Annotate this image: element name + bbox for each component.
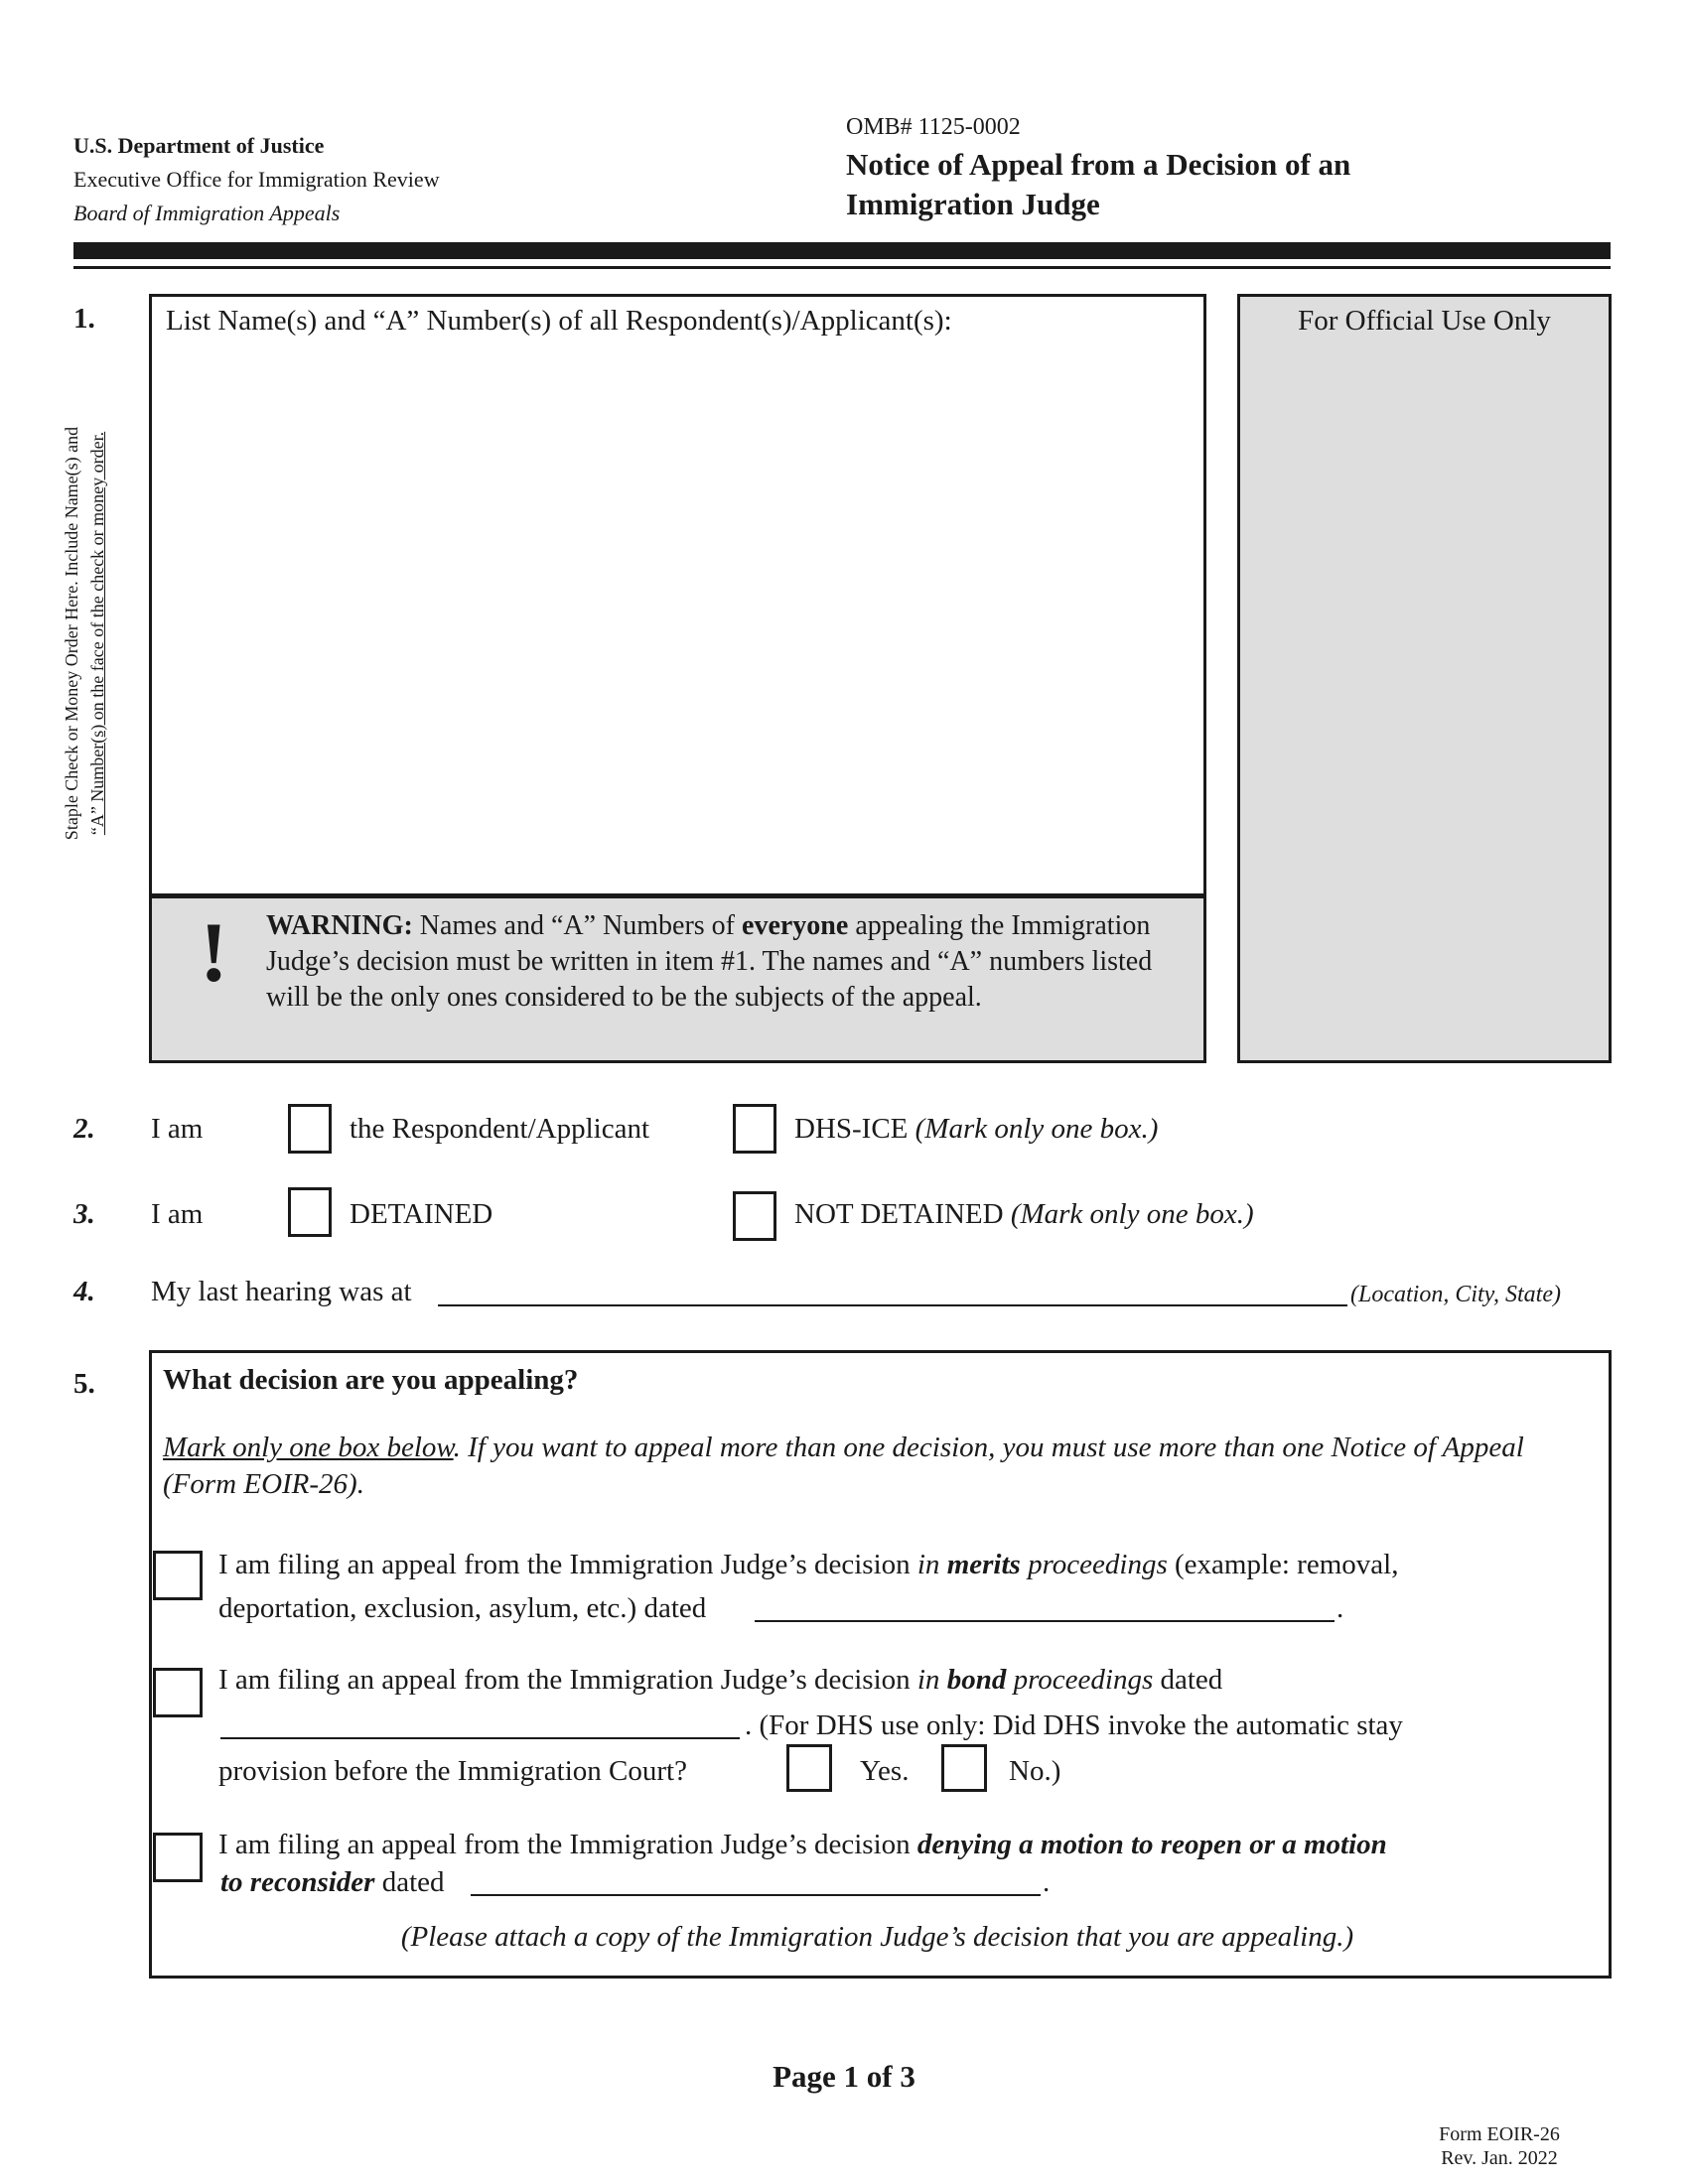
department-name: U.S. Department of Justice (73, 133, 325, 158)
last-hearing-label: My last hearing was at (151, 1276, 412, 1307)
header-rule-thick (73, 242, 1611, 259)
bond-emphasis: bond (946, 1664, 1007, 1696)
instruction-rest: . If you want to appeal more than one decision, you must use more than one Notice of Appeal (Form EOIR-26). (163, 1432, 1524, 1500)
respondents-label: List Name(s) and “A” Number(s) of all Respondent(s)/Applicant(s): (166, 305, 952, 337)
merits-checkbox[interactable] (153, 1551, 203, 1600)
last-hearing-hint: (Location, City, State) (1350, 1282, 1561, 1307)
form-id-name: Form EOIR-26 (1439, 2123, 1560, 2145)
reopen-line-2 (220, 1860, 445, 1904)
form-title: Notice of Appeal from a Decision of an Immigration Judge (846, 147, 1351, 221)
reopen-date-input[interactable] (471, 1894, 1041, 1896)
dhs-ice-option (794, 1111, 1158, 1147)
merits-text: I am filing an appeal from the Immigration Judge’s decision (218, 1549, 917, 1580)
not-detained-checkbox[interactable] (733, 1191, 776, 1241)
merits-line-1 (218, 1543, 1398, 1586)
staple-instruction (40, 365, 129, 901)
official-use-box (1237, 294, 1612, 1063)
warning-heading: WARNING: (266, 910, 413, 941)
bond-text: dated (1153, 1664, 1223, 1696)
not-detained-option (794, 1196, 1254, 1232)
instruction-underlined: Mark only one box below (163, 1432, 454, 1463)
warning-text-part: Names and “A” Numbers of (412, 910, 743, 941)
warning-emphasis: everyone (742, 910, 849, 941)
detained-label: DETAINED (350, 1198, 493, 1230)
bond-line-2: . (For DHS use only: Did DHS invoke the automatic stay (745, 1709, 1403, 1741)
page-number: Page 1 of 3 (773, 2059, 915, 2094)
warning-text (266, 908, 1190, 1016)
staple-line-1: Staple Check or Money Order Here. Include Name(s) and (62, 426, 81, 841)
item-3-lead: I am (151, 1198, 204, 1230)
omb-number: OMB# 1125-0002 (846, 114, 1021, 140)
form-revision: Rev. Jan. 2022 (1441, 2147, 1558, 2169)
dhs-ice-checkbox[interactable] (733, 1104, 776, 1154)
stay-no-label: No.) (1009, 1755, 1061, 1787)
office-name: Executive Office for Immigration Review (73, 167, 440, 192)
stay-no-checkbox[interactable] (941, 1744, 987, 1792)
respondent-option-label: the Respondent/Applicant (350, 1113, 650, 1145)
reopen-checkbox[interactable] (153, 1833, 203, 1882)
merits-text: in (916, 1549, 947, 1580)
stay-yes-checkbox[interactable] (786, 1744, 832, 1792)
form-header (846, 109, 1481, 224)
merits-emphasis: merits (946, 1549, 1021, 1580)
detained-checkbox[interactable] (288, 1187, 332, 1237)
agency-block (73, 129, 440, 230)
bond-line-1 (218, 1658, 1222, 1702)
reopen-emphasis: to reconsider (220, 1866, 375, 1898)
bond-date-input[interactable] (220, 1737, 740, 1739)
board-name: Board of Immigration Appeals (73, 201, 341, 225)
reopen-text: I am filing an appeal from the Immigration Judge’s decision (218, 1829, 917, 1860)
bond-line-3: provision before the Immigration Court? (218, 1755, 687, 1787)
not-detained-label: NOT DETAINED (794, 1198, 1004, 1230)
merits-text: (example: removal, (1167, 1549, 1399, 1580)
item-2-lead: I am (151, 1113, 204, 1145)
bond-text: I am filing an appeal from the Immigration Judge’s decision (218, 1664, 917, 1696)
warning-box (149, 895, 1206, 1063)
item-1-number: 1. (73, 303, 95, 335)
staple-line-2: “A” Number(s) on the face of the check or money order. (87, 431, 107, 836)
merits-line-2: deportation, exclusion, asylum, etc.) dated (218, 1592, 707, 1624)
warning-text-part: appealing the Immigration Judge’s decision must be written in item #1. The names and “A” numbers listed will be the only ones considered to be the subjects of the appeal. (266, 910, 1153, 1013)
item-2-number: 2. (73, 1113, 95, 1145)
item-2-note: (Mark only one box.) (914, 1113, 1159, 1145)
merits-date-input[interactable] (755, 1620, 1335, 1622)
merits-text: proceedings (1020, 1549, 1168, 1580)
reopen-text: dated (374, 1866, 445, 1898)
respondent-checkbox[interactable] (288, 1104, 332, 1154)
stay-yes-label: Yes. (860, 1755, 910, 1787)
decision-instructions (163, 1430, 1593, 1503)
form-id (1420, 2122, 1579, 2170)
last-hearing-input[interactable] (438, 1304, 1347, 1306)
reopen-period: . (1043, 1866, 1051, 1898)
reopen-emphasis: denying a motion to reopen or a motion (916, 1829, 1387, 1860)
item-3-number: 3. (73, 1198, 95, 1230)
item-5-number: 5. (73, 1368, 95, 1400)
attach-decision-note: (Please attach a copy of the Immigration Judge’s decision that you are appealing.) (400, 1921, 1354, 1953)
official-use-label: For Official Use Only (1298, 305, 1551, 337)
header-rule-thin (73, 266, 1611, 269)
exclamation-icon: ! (200, 904, 228, 1000)
merits-period: . (1336, 1592, 1344, 1624)
respondents-field[interactable] (149, 294, 1206, 896)
item-3-note: (Mark only one box.) (1010, 1198, 1254, 1230)
bond-text: proceedings (1006, 1664, 1154, 1696)
dhs-ice-label: DHS-ICE (794, 1113, 909, 1145)
item-4-number: 4. (73, 1276, 95, 1307)
decision-question: What decision are you appealing? (163, 1364, 579, 1396)
bond-text: in (916, 1664, 947, 1696)
bond-checkbox[interactable] (153, 1668, 203, 1717)
